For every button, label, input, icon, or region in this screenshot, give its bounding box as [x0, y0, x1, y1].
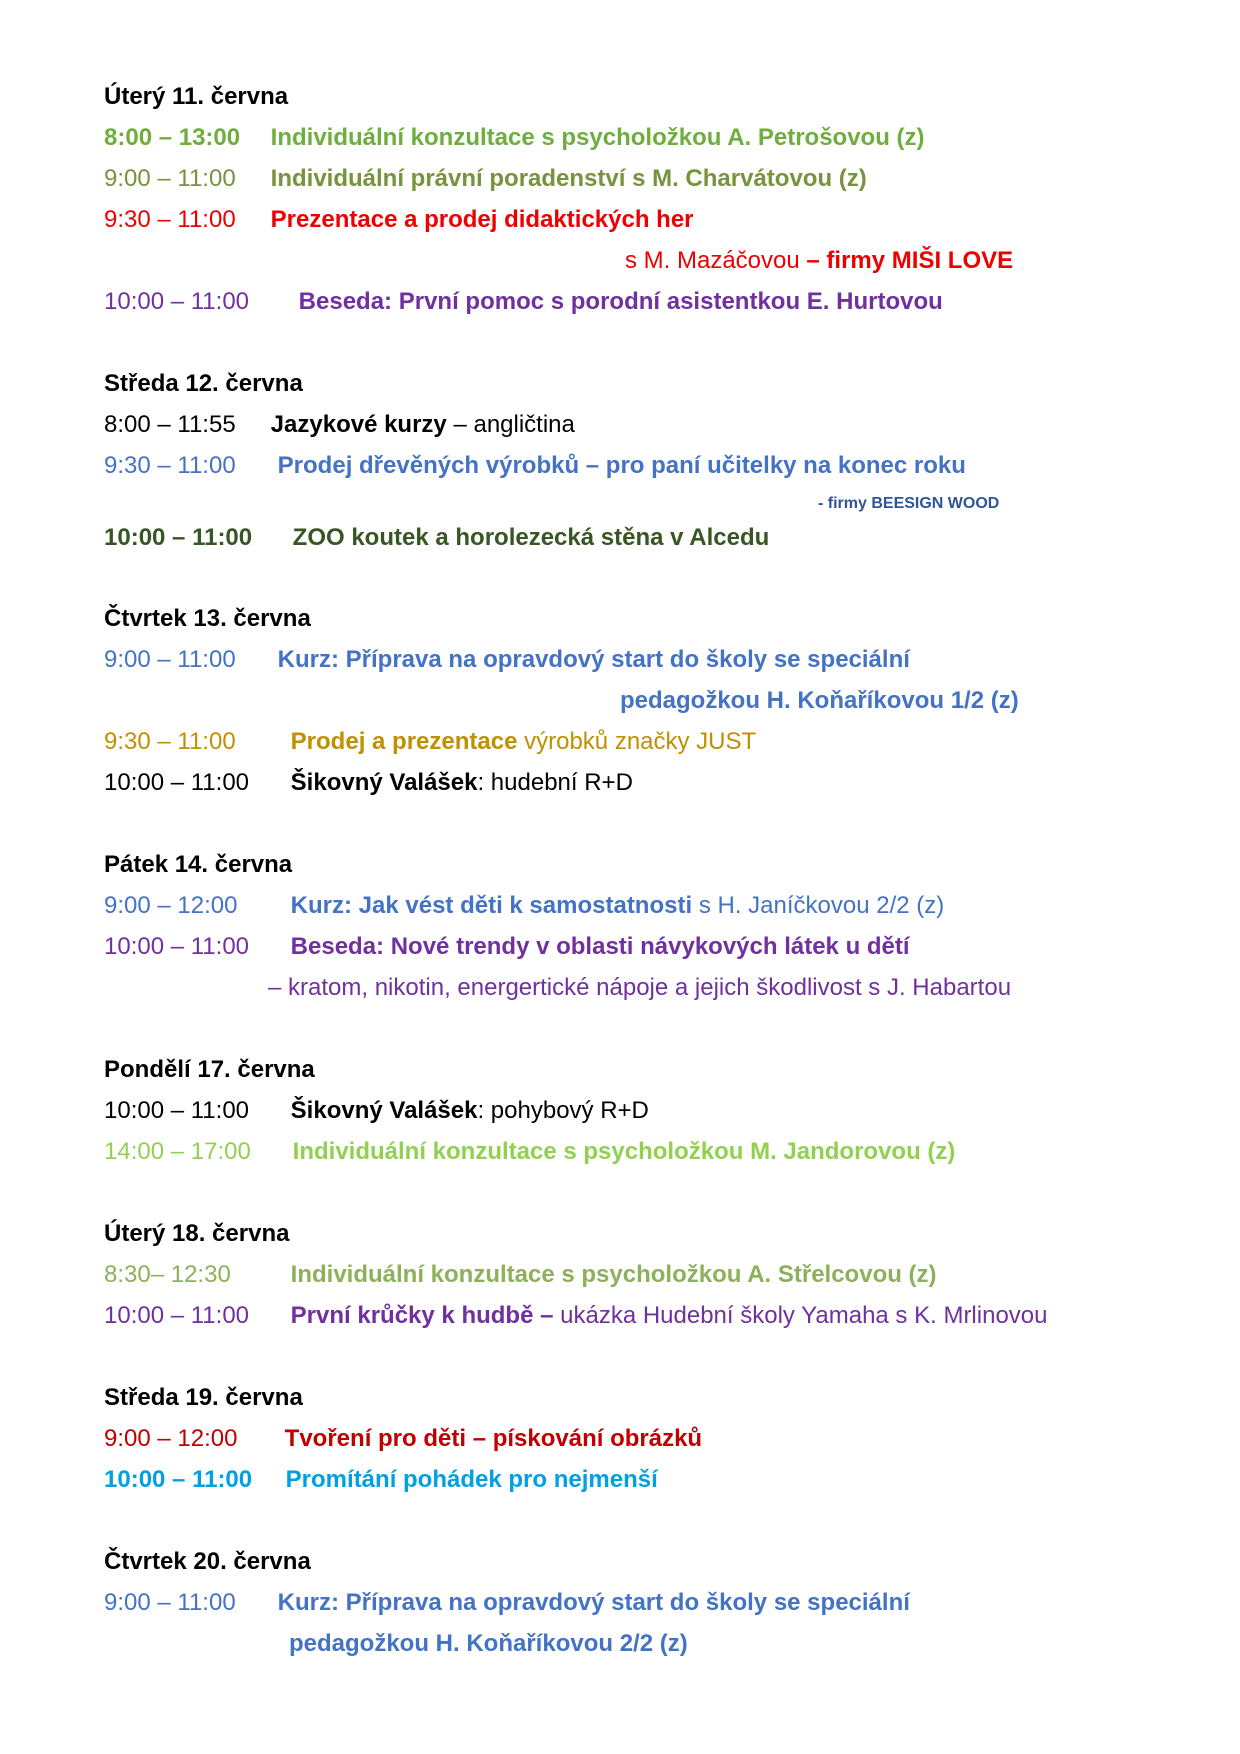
- event-continuation: pedagožkou H. Koňaříkovou 2/2 (z): [289, 1630, 688, 1657]
- event-note: - firmy BEESIGN WOOD: [818, 495, 1000, 512]
- event-detail: výrobků značky JUST: [524, 728, 757, 755]
- event-time: 10:00 – 11:00: [104, 524, 253, 551]
- event-title: Šikovný Valášek: [290, 769, 478, 796]
- event-title: Beseda: První pomoc s porodní asistentkou E. Hurtovou: [298, 288, 943, 315]
- event-title: ZOO koutek a horolezecká stěna v Alcedu: [292, 524, 770, 551]
- event-title: Šikovný Valášek: [290, 1097, 478, 1124]
- event-title: Kurz: Příprava na opravdový start do školy se speciální: [277, 646, 910, 673]
- event-title: Individuální konzultace s psycholožkou A. Petrošovou (z): [270, 124, 925, 151]
- day-heading-6: Úterý 18. června: [104, 1220, 290, 1247]
- event-detail: s H. Janíčkovou 2/2 (z): [698, 892, 945, 919]
- event-time: 9:30 – 11:00: [104, 206, 236, 233]
- event-time: 9:30 – 11:00: [104, 728, 236, 755]
- event-title: Prezentace a prodej didaktických her: [270, 206, 694, 233]
- day-heading-1: Úterý 11. června: [104, 83, 289, 110]
- event-time: 9:00 – 12:00: [104, 892, 238, 919]
- event-title: Prodej a prezentace: [290, 728, 518, 755]
- event-row: [104, 1424, 702, 1454]
- event-detail: : hudební R+D: [477, 769, 633, 796]
- event-continuation: – kratom, nikotin, energertické nápoje a jejich škodlivost s J. Habartou: [268, 974, 1012, 1001]
- day-heading-3: Čtvrtek 13. června: [104, 605, 311, 632]
- event-row: [104, 205, 694, 235]
- event-title: Individuální konzultace s psycholožkou M. Jandorovou (z): [292, 1138, 956, 1165]
- event-row: [104, 1137, 955, 1167]
- event-row: [104, 1260, 937, 1290]
- event-title: Prodej dřevěných výrobků – pro paní učitelky na konec roku: [277, 452, 966, 479]
- event-company: – firmy MIŠI LOVE: [806, 247, 1014, 274]
- event-title: Kurz: Příprava na opravdový start do školy se speciální: [277, 1589, 910, 1616]
- event-continuation: [625, 246, 1013, 276]
- day-heading-7: Středa 19. června: [104, 1384, 303, 1411]
- event-time: 9:00 – 12:00: [104, 1425, 238, 1452]
- event-row: [104, 451, 966, 481]
- event-time: 9:30 – 11:00: [104, 452, 236, 479]
- event-title: Beseda: Nové trendy v oblasti návykových látek u dětí: [290, 933, 910, 960]
- event-row: [104, 1588, 910, 1618]
- event-title: Promítání pohádek pro nejmenší: [285, 1466, 658, 1493]
- event-detail: – angličtina: [453, 411, 575, 438]
- event-detail: ukázka Hudební školy Yamaha s K. Mrlinovou: [560, 1302, 1048, 1329]
- event-time: 8:00 – 11:55: [104, 411, 236, 438]
- event-row: [104, 768, 633, 798]
- day-heading-2: Středa 12. června: [104, 370, 303, 397]
- day-heading-5: Pondělí 17. června: [104, 1056, 315, 1083]
- event-row: [104, 523, 769, 553]
- event-row: [104, 891, 944, 921]
- event-title: Individuální konzultace s psycholožkou A. Střelcovou (z): [290, 1261, 937, 1288]
- day-heading-8: Čtvrtek 20. června: [104, 1548, 311, 1575]
- event-row: [104, 123, 925, 153]
- event-time: 9:00 – 11:00: [104, 646, 236, 673]
- event-title: První krůčky k hudbě –: [290, 1302, 554, 1329]
- event-title: Jazykové kurzy: [270, 411, 447, 438]
- event-row: [104, 164, 867, 194]
- event-time: 8:00 – 13:00: [104, 124, 241, 151]
- event-title: Kurz: Jak vést děti k samostatnosti: [290, 892, 693, 919]
- event-row: [104, 932, 910, 962]
- day-heading-4: Pátek 14. června: [104, 851, 293, 878]
- event-row: [104, 1301, 1047, 1331]
- event-time: 14:00 – 17:00: [104, 1138, 251, 1165]
- event-time: 10:00 – 11:00: [104, 933, 250, 960]
- event-time: 9:00 – 11:00: [104, 165, 236, 192]
- event-detail: : pohybový R+D: [477, 1097, 649, 1124]
- event-time: 10:00 – 11:00: [104, 288, 250, 315]
- event-row: [104, 645, 910, 675]
- event-row: [104, 727, 756, 757]
- event-time: 10:00 – 11:00: [104, 1466, 253, 1493]
- event-row: [104, 410, 575, 440]
- event-title: Tvoření pro děti – pískování obrázků: [284, 1425, 703, 1452]
- event-time: 8:30– 12:30: [104, 1261, 231, 1288]
- event-time: 9:00 – 11:00: [104, 1589, 236, 1616]
- event-continuation: pedagožkou H. Koňaříkovou 1/2 (z): [620, 687, 1019, 714]
- event-presenter: s M. Mazáčovou: [625, 247, 800, 274]
- event-time: 10:00 – 11:00: [104, 769, 250, 796]
- event-time: 10:00 – 11:00: [104, 1302, 250, 1329]
- event-title: Individuální právní poradenství s M. Charvátovou (z): [270, 165, 867, 192]
- event-row: [104, 287, 943, 317]
- event-row: [104, 1096, 649, 1126]
- event-time: 10:00 – 11:00: [104, 1097, 250, 1124]
- event-row: [104, 1465, 658, 1495]
